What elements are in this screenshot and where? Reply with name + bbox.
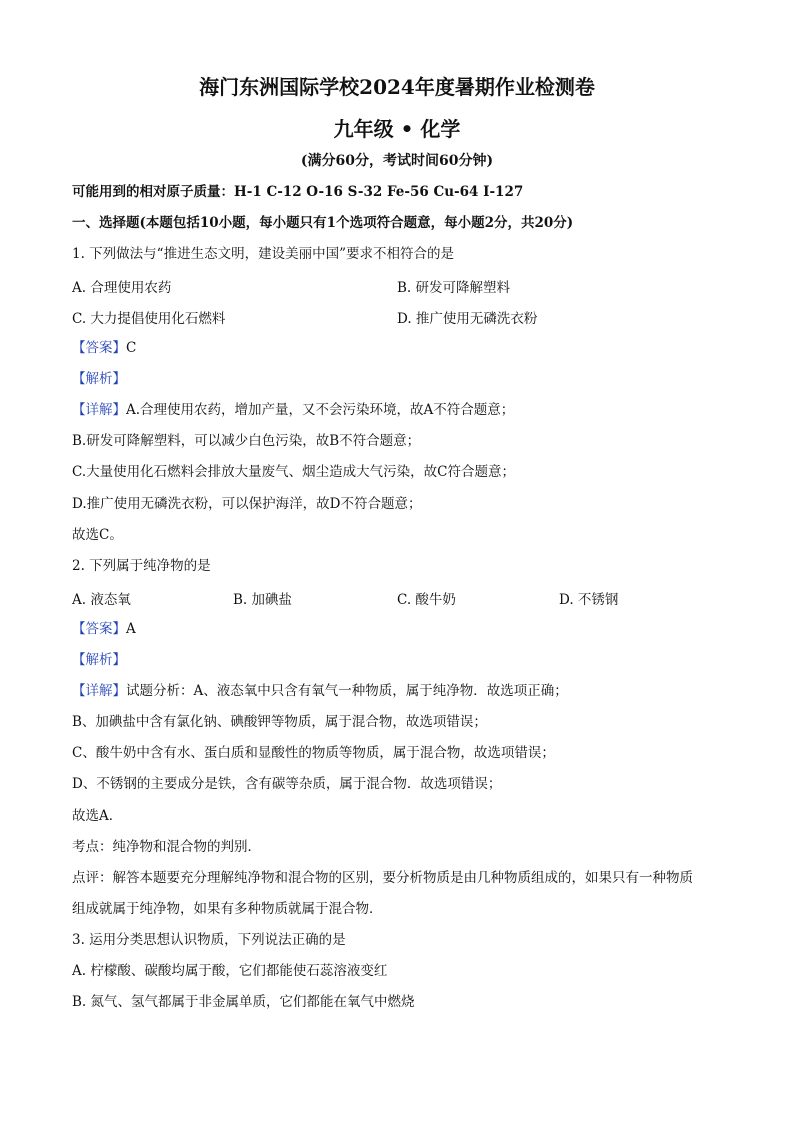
- q1-detail-line: 【详解】A.合理使用农药，增加产量，又不会污染环境，故A不符合题意；: [72, 402, 515, 418]
- q1-detail-line: C.大量使用化石燃料会排放大量废气、烟尘造成大气污染，故C符合题意；: [72, 464, 515, 480]
- q1-analysis-tag: 【解析】: [72, 371, 126, 387]
- q2-comment-cont: 组成就属于纯净物，如果有多种物质就属于混合物．: [72, 901, 383, 917]
- answer-tag: 【答案】: [72, 340, 126, 356]
- q2-answer: [72, 620, 732, 638]
- q1-answer: [72, 339, 732, 357]
- q2-detail-line: D、不锈钢的主要成分是铁，含有碳等杂质，属于混合物．故选项错误；: [72, 776, 502, 792]
- section-heading: 一、选择题(本题包括10小题，每小题只有1个选项符合题意，每小题2分，共20分): [72, 215, 574, 231]
- q1-option-a: A. 合理使用农药: [72, 280, 172, 296]
- q1-option-b: B. 研发可降解塑料: [397, 280, 511, 296]
- detail-tag: 【详解】: [72, 683, 126, 699]
- q2-knowledge-point: 考点：纯净物和混合物的判别．: [72, 839, 261, 855]
- q2-option-d: D. 不锈钢: [559, 592, 619, 608]
- exam-subtitle: 九年级 • 化学: [333, 117, 461, 141]
- answer-tag: 【答案】: [72, 621, 126, 637]
- exam-info: (满分60分，考试时间60分钟): [300, 153, 494, 169]
- detail-tag: 【详解】: [72, 402, 126, 418]
- atomic-masses: 可能用到的相对原子质量：H-1 C-12 O-16 S-32 Fe-56 Cu-64 I-127: [72, 184, 524, 200]
- q1-option-d: D. 推广使用无磷洗衣粉: [397, 311, 538, 327]
- q2-comment: 点评：解答本题要充分理解纯净物和混合物的区别，要分析物质是由几种物质组成的，如果只有一种物质: [72, 870, 693, 886]
- q1-detail-line: B.研发可降解塑料，可以减少白色污染，故B不符合题意；: [72, 433, 421, 449]
- question-2-stem: 2. 下列属于纯净物的是: [72, 558, 211, 574]
- answer-value: A: [126, 621, 136, 637]
- q2-option-c: C. 酸牛奶: [397, 592, 456, 608]
- question-3-stem: 3. 运用分类思想认识物质，下列说法正确的是: [72, 932, 346, 948]
- q1-conclusion: 故选C。: [72, 527, 123, 543]
- q2-analysis-tag: 【解析】: [72, 652, 126, 668]
- q2-conclusion: 故选A．: [72, 808, 123, 824]
- answer-value: C: [126, 340, 137, 356]
- q2-detail-line: C、酸牛奶中含有水、蛋白质和显酸性的物质等物质，属于混合物，故选项错误；: [72, 745, 555, 761]
- q3-option-a: A. 柠檬酸、碳酸均属于酸，它们都能使石蕊溶液变红: [72, 963, 388, 979]
- q2-option-b: B. 加碘盐: [233, 592, 293, 608]
- q2-detail-line: B、加碘盐中含有氯化钠、碘酸钾等物质，属于混合物，故选项错误；: [72, 714, 487, 730]
- exam-title: 海门东洲国际学校2024年度暑期作业检测卷: [199, 75, 595, 99]
- q2-detail-line: 【详解】试题分析：A、液态氧中只含有氧气一种物质，属于纯净物．故选项正确；: [72, 683, 568, 699]
- q1-option-c: C. 大力提倡使用化石燃料: [72, 311, 226, 327]
- q3-option-b: B. 氮气、氢气都属于非金属单质，它们都能在氧气中燃烧: [72, 994, 415, 1010]
- q2-option-a: A. 液态氧: [72, 592, 131, 608]
- question-1-stem: 1. 下列做法与“推进生态文明，建设美丽中国”要求不相符合的是: [72, 246, 454, 262]
- q1-detail-line: D.推广使用无磷洗衣粉，可以保护海洋，故D不符合题意；: [72, 496, 422, 512]
